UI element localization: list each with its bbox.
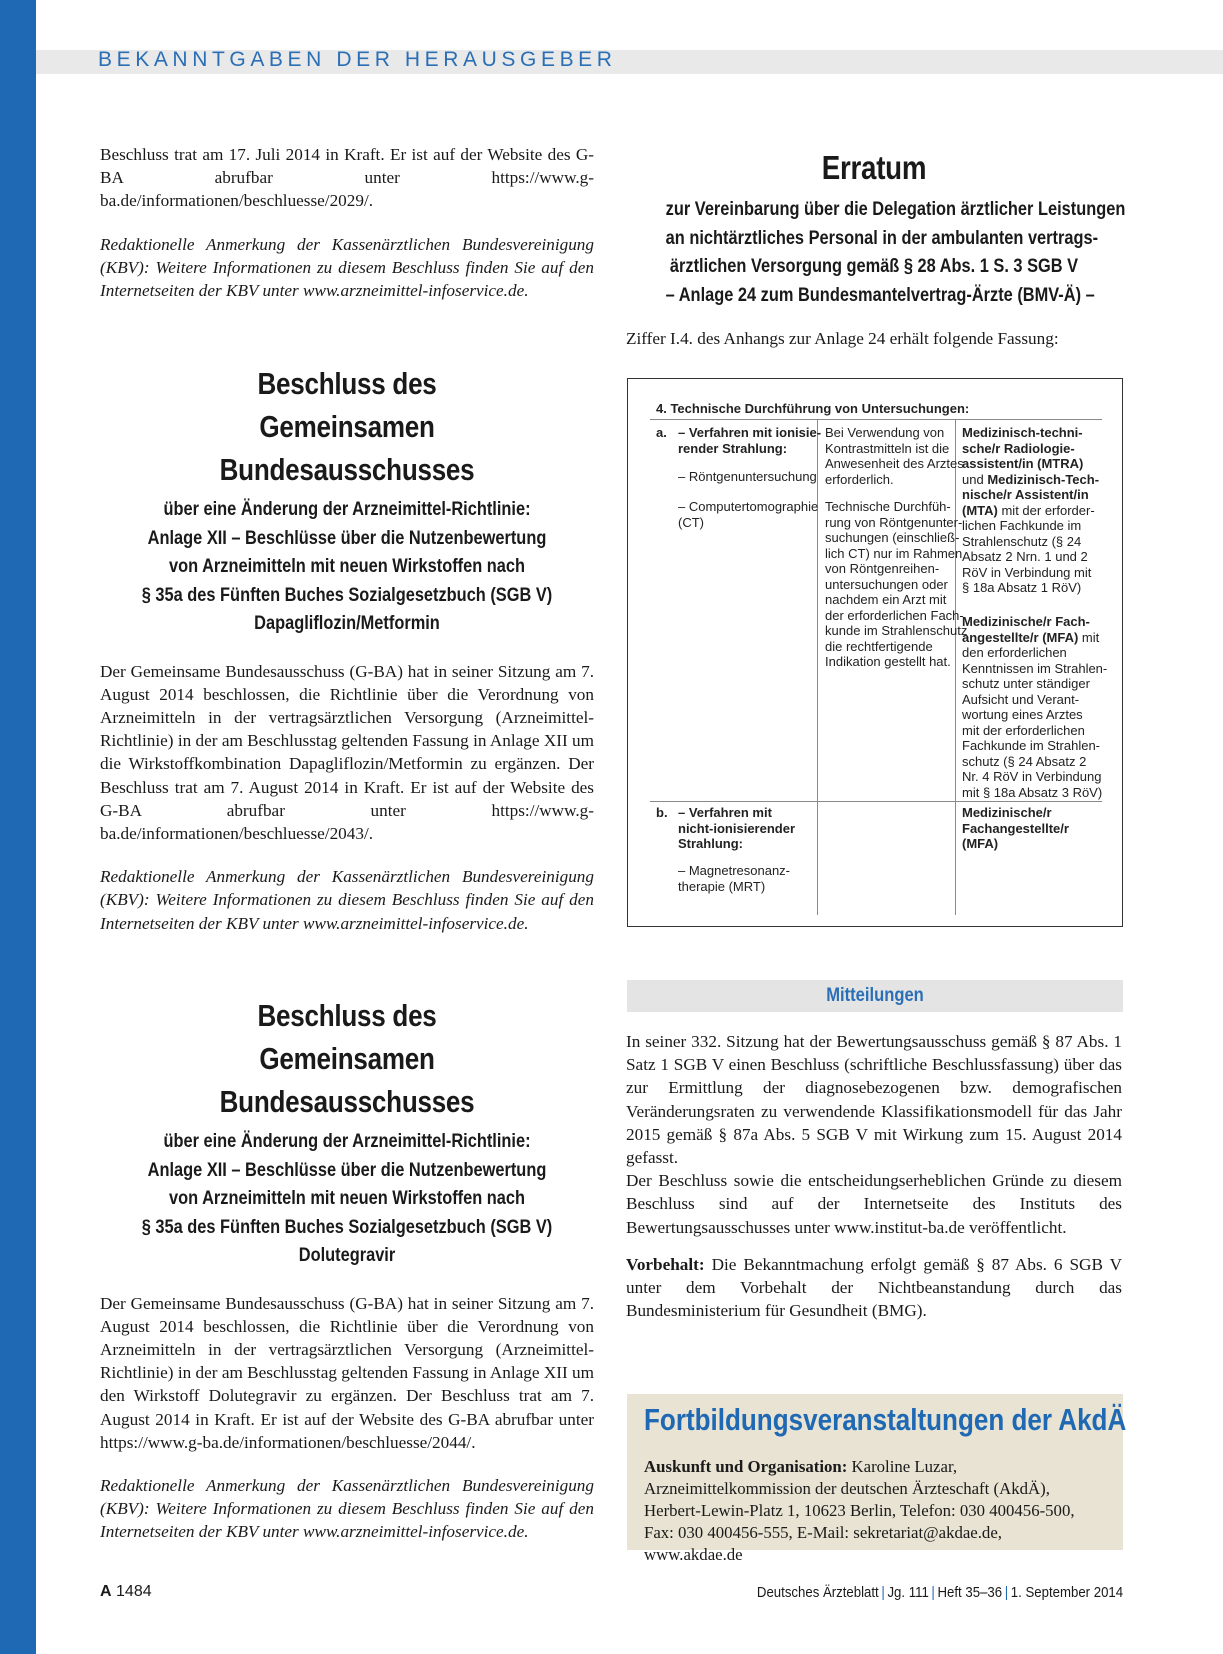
table-rule [650,801,1102,802]
article-subheading [100,1127,594,1270]
vorbehalt-paragraph [626,1253,1122,1323]
journal-volume: Jg. 111 [887,1584,929,1601]
article-dapagliflozin [100,362,594,935]
vorbehalt-label: Vorbehalt: [626,1254,705,1274]
erratum-intro: Ziffer I.4. des Anhangs zur Anlage 24 erhält folgende Fassung: [626,329,1059,348]
article-sub-line: von Arzneimitteln mit neuen Wirkstoffen nach [168,555,526,577]
mitteilungen-block [626,1030,1122,1322]
article-heading-line1: Beschluss des [257,366,437,401]
article-sub-line: über eine Änderung der Arzneimittel-Richtlinie: [163,498,531,520]
table-rule [650,419,1102,420]
mitteilungen-paragraph: Der Beschluss sowie die entscheidungserheblichen Gründe zu diesem Beschluss sind auf der Internetseite des Instituts des Bewertungsausschusses unter www.institut-ba.de veröffentlicht. [626,1171,1122,1237]
condition-text: Bei Verwendung von Kontrastmitteln ist die Anwesenheit des Arztes erforderlich. [825,425,964,487]
page-number-value: 1484 [116,1583,152,1600]
article-note: Redaktionelle Anmerkung der Kassenärztlichen Bundesvereinigung (KBV): Weitere Informationen zu diesem Beschluss finden Sie auf den Internetseiten der KBV unter www.arzneimittel-infoservice.de. [100,1475,594,1542]
article-subheading [100,495,594,638]
article-heading-line2: Gemeinsamen Bundesausschusses [219,409,475,487]
staff-role: Medizinisch-Tech- nische/r Assistent/in (MTA) [962,471,1100,518]
method-title: – Verfahren mit nicht-ionisierender Strahlung: [678,805,796,851]
journal-info [757,1584,1123,1601]
table-title: 4. Technische Durchführung von Untersuchungen: [656,401,970,416]
journal-name: Deutsches Ärzteblatt [756,1584,879,1601]
article-note: Redaktionelle Anmerkung der Kassenärztlichen Bundesvereinigung (KBV): Weitere Informationen zu diesem Beschluss finden Sie auf den Internetseiten der KBV unter www.arzneimittel-infoservice.de. [100,867,594,933]
intro-note: Redaktionelle Anmerkung der Kassenärztlichen Bundesvereinigung (KBV): Weitere Informationen zu diesem Beschluss finden Sie auf den Internetseiten der KBV unter www.arzneimittel-infoservice.de. [100,234,594,301]
staff-role: Medizinische/r Fach- angestellte/r (MFA) [962,614,1090,645]
article-sub-line: Dapagliflozin/Metformin [254,612,440,634]
page-number [100,1583,152,1601]
fortbildung-title: Fortbildungsveranstaltungen der AkdÄ [644,1402,1127,1437]
erratum-sub-line: – Anlage 24 zum Bundesmantelvertrag-Ärzte (BMV-Ä) – [665,283,1095,306]
method-title: – Verfahren mit ionisie- render Strahlung: [678,425,822,456]
article-sub-line: § 35a des Fünften Buches Sozialgesetzbuch (SGB V) [141,583,553,606]
staff-connector: und [962,471,988,487]
erratum-table [627,378,1123,927]
article-sub-line: Dolutegravir [298,1244,396,1266]
section-label: BEKANNTGABEN DER HERAUSGEBER [98,48,617,71]
intro-paragraph: Beschluss trat am 17. Juli 2014 in Kraft. Er ist auf der Website des G-BA abrufbar unter https://www.g-ba.de/informationen/beschluesse/2029/. [100,145,594,211]
intro-block [100,143,594,302]
method-item: – Röntgenuntersuchung [678,469,817,484]
row-letter: b. [656,805,668,820]
article-body: Der Gemeinsame Bundesausschuss (G-BA) hat in seiner Sitzung am 7. August 2014 beschlossen, die Richtlinie über die Verordnung von Arzneimitteln in der vertragsärztlichen Versorgung (Arzneimittel-Richtlinie) in der am Beschlusstag geltenden Fassung in Anlage XII um den Wirkstoff Dolutegravir zu ergänzen. Der Beschluss trat am 7. August 2014 in Kraft. Er ist auf der Website des G-BA abrufbar unter https://www.g-ba.de/informationen/beschluesse/2044/. [100,1293,594,1452]
table-column-divider [817,420,818,915]
row-letter: a. [656,425,667,440]
staff-requirement: mit den erforderlichen Kenntnissen im Strahlen- schutz unter ständiger Aufsicht und Verant- wortung eines Arztes mit der erforderlichen Fachkunde im Strahlen- schutz (§ 24 Absatz 2 Nr. 4 RöV in Verbindung mit § 18a Absatz 3 RöV) [962,629,1108,800]
article-body: Der Gemeinsame Bundesausschuss (G-BA) hat in seiner Sitzung am 7. August 2014 beschlossen, die Richtlinie über die Verordnung von Arzneimitteln in der vertragsärztlichen Versorgung (Arzneimittel-Richtlinie) in der am Beschlusstag geltenden Fassung in Anlage XII um die Wirkstoffkombination Dapagliflozin/Metformin zu ergänzen. Der Beschluss trat am 7. August 2014 in Kraft. Er ist auf der Website des G-BA abrufbar unter https://www.g-ba.de/informationen/beschluesse/2043/. [100,661,594,843]
erratum-block [626,145,1126,350]
erratum-sub-line: an nichtärztliches Personal in der ambulanten vertrags- [665,226,1099,249]
article-sub-line: über eine Änderung der Arzneimittel-Richtlinie: [163,1130,531,1152]
fortbildung-label: Auskunft und Organisation: [644,1457,848,1476]
erratum-title: Erratum [821,149,927,186]
fortbildung-contact: Karoline Luzar, Arzneimittelkommission der deutschen Ärzteschaft (AkdÄ), Herbert-Lewin-Platz 1, 10623 Berlin, Telefon: 030 400456-500, Fax: 030 400456-555, E-Mail: sekretariat@akdae.de, www.akdae.de [644,1457,1075,1564]
sidebar-color-bar [0,0,36,1654]
condition-text: Technische Durchfüh- rung von Röntgenunter- suchungen (einschließ- lich CT) nur im Rahmen von Röntgenreihen- untersuchungen oder nachdem ein Arzt mit der erforderlichen Fach- kunde im Strahlenschutz die rechtfertigende Indikation gestellt hat. [825,499,968,669]
mitteilungen-title: Mitteilungen [826,984,924,1006]
method-item: – Magnetresonanz- therapie (MRT) [678,863,791,894]
method-item: – Computertomographie (CT) [678,499,819,530]
staff-role: Medizinische/r Fachangestellte/r (MFA) [962,805,1069,851]
vorbehalt-text: Die Bekanntmachung erfolgt gemäß § 87 Abs. 6 SGB V unter dem Vorbehalt der Nichtbeanstandung durch das Bundesministerium für Gesundheit (BMG). [626,1254,1122,1321]
separator: | [881,1584,885,1601]
staff-text [962,614,1107,800]
staff-text [962,425,1099,596]
erratum-sub-line: zur Vereinbarung über die Delegation ärztlicher Leistungen [665,198,1126,220]
fortbildung-text [644,1456,1104,1566]
journal-issue: Heft 35–36 [937,1584,1002,1601]
mitteilungen-paragraph: In seiner 332. Sitzung hat der Bewertungsausschuss gemäß § 87 Abs. 1 Satz 1 SGB V einen Beschluss (schriftliche Beschlussfassung) über das zur Ermittlung der diagnosebezogenen bzw. demografischen Veränderungsraten zu verwendende Klassifikationsmodell für das Jahr 2015 gemäß § 87a Abs. 5 SGB V mit Wirkung zum 15. August 2014 gefasst. [626,1032,1122,1168]
article-sub-line: Anlage XII – Beschlüsse über die Nutzenbewertung [147,1158,547,1181]
article-sub-line: von Arzneimitteln mit neuen Wirkstoffen nach [168,1187,526,1209]
article-dolutegravir [100,994,594,1544]
page-letter: A [100,1583,112,1600]
article-heading-line2: Gemeinsamen Bundesausschusses [219,1041,475,1119]
article-heading-line1: Beschluss des [257,998,437,1033]
separator: | [931,1584,935,1601]
separator: | [1004,1584,1009,1601]
article-sub-line: Anlage XII – Beschlüsse über die Nutzenbewertung [147,526,547,549]
journal-date: 1. September 2014 [1010,1584,1123,1601]
erratum-sub-line: ärztlichen Versorgung gemäß § 28 Abs. 1 S. 3 SGB V [669,255,1079,277]
erratum-subheading [626,195,1126,309]
staff-role: Medizinisch-techni- sche/r Radiologie- assistent/in (MTRA) [962,425,1084,471]
staff-requirement: mit der erforder- lichen Fachkunde im Strahlenschutz (§ 24 Absatz 2 Nrn. 1 und 2 RöV in Verbindung mit § 18a Absatz 1 RöV) [962,502,1095,595]
article-sub-line: § 35a des Fünften Buches Sozialgesetzbuch (SGB V) [141,1215,553,1238]
